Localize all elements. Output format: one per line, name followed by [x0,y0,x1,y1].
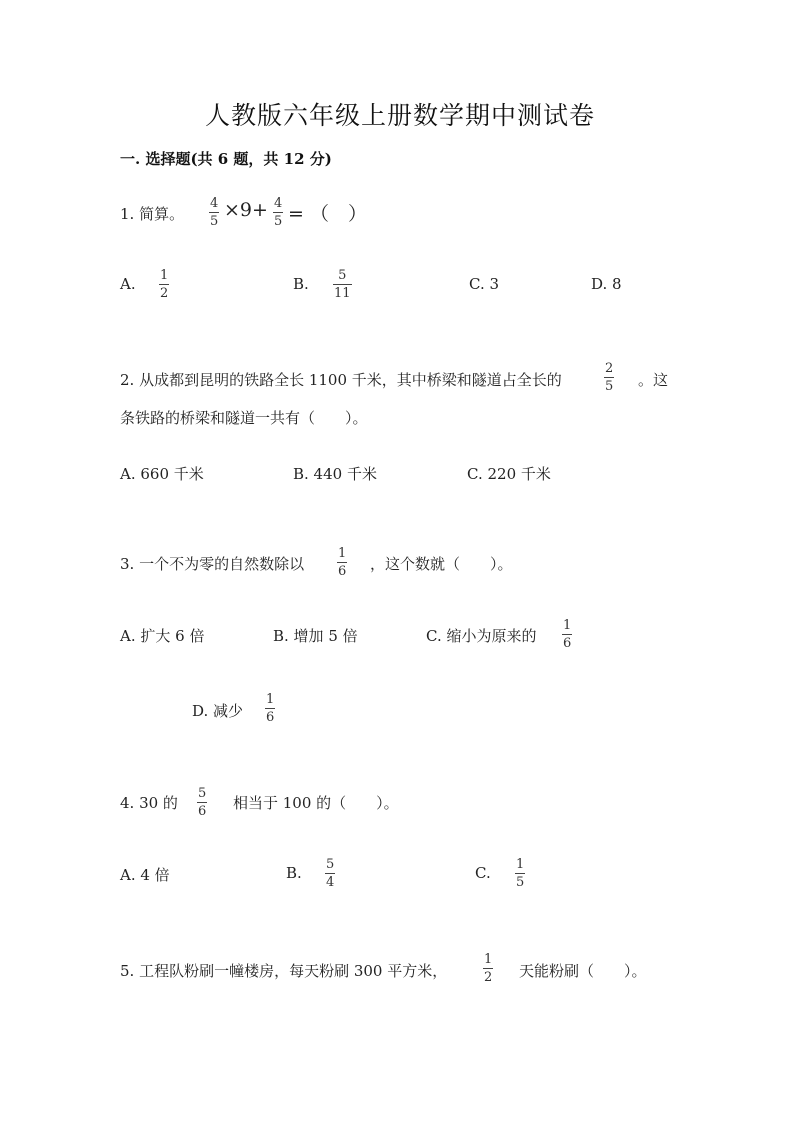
q4-option-b-label: B. [286,864,302,882]
fraction-denominator: 6 [563,636,572,651]
fraction-denominator: 11 [334,286,351,301]
q5-tail: 天能粉刷（ ）。 [519,962,647,980]
fraction-denominator: 5 [210,214,219,229]
q3-fraction [337,546,347,579]
q4-tail: 相当于 100 的（ ）。 [233,794,399,812]
q4-fraction [197,786,207,819]
q5-fraction [483,952,493,985]
q3-option-a: A. 扩大 6 倍 [120,627,205,645]
q1-fraction-b [273,196,283,229]
q4-option-c-label: C. [475,864,491,882]
fraction-numerator: 1 [338,546,347,561]
q3-option-b: B. 增加 5 倍 [273,627,358,645]
q1-option-c: C. 3 [469,275,500,293]
fraction-numerator: 4 [274,196,283,211]
q1-option-a-fraction [159,268,169,301]
fraction-denominator: 5 [605,379,614,394]
fraction-numerator: 5 [326,857,335,872]
q4-option-b-fraction [325,857,335,890]
fraction-numerator: 4 [210,196,219,211]
q1-option-a-label: A. [120,275,136,293]
fraction-numerator: 5 [338,268,347,283]
page-title: 人教版六年级上册数学期中测试卷 [204,101,595,130]
fraction-denominator: 5 [274,214,283,229]
q1-expression-tail: = （ ） [288,203,367,225]
q2-line-2: 条铁路的桥梁和隧道一共有（ ）。 [120,409,368,427]
fraction-numerator: 1 [563,618,572,633]
q1-expression-middle: ×9+ [224,199,268,221]
q3-tail: ，这个数就（ ）。 [370,555,513,573]
q2-option-c: C. 220 千米 [467,465,551,483]
q3-option-d-fraction [265,692,275,725]
fraction-denominator: 5 [516,875,525,890]
q2-option-a: A. 660 千米 [120,465,204,483]
q3-option-c-label: C. 缩小为原来的 [426,627,537,645]
q3-option-c-fraction [562,618,572,651]
q4-option-c-fraction [515,857,525,890]
q1-option-b-label: B. [293,275,309,293]
q3-option-d-label: D. 减少 [192,702,244,720]
fraction-denominator: 2 [160,286,169,301]
fraction-numerator: 2 [605,361,614,376]
q4-option-a: A. 4 倍 [120,866,170,884]
q2-line-1: 2. 从成都到昆明的铁路全长 1100 千米，其中桥梁和隧道占全长的 [120,371,562,389]
fraction-numerator: 1 [516,857,525,872]
q2-line-1-tail: 。这 [638,371,669,389]
q1-option-b-fraction [333,268,352,301]
fraction-denominator: 2 [484,970,493,985]
fraction-denominator: 6 [266,710,275,725]
q3-prefix: 3. 一个不为零的自然数除以 [120,555,305,573]
fraction-numerator: 1 [160,268,169,283]
q2-option-b: B. 440 千米 [293,465,377,483]
q4-prefix: 4. 30 的 [120,794,178,812]
fraction-denominator: 4 [326,875,335,890]
q1-fraction-a [209,196,219,229]
fraction-denominator: 6 [198,804,207,819]
q1-option-d: D. 8 [591,275,622,293]
q5-prefix: 5. 工程队粉刷一幢楼房，每天粉刷 300 平方米， [120,962,448,980]
fraction-numerator: 1 [266,692,275,707]
fraction-numerator: 1 [484,952,493,967]
q1-prefix: 1. 简算。 [120,205,185,223]
section-heading: 一. 选择题(共 6 题，共 12 分) [120,150,332,168]
fraction-numerator: 5 [198,786,207,801]
q2-fraction [604,361,614,394]
fraction-denominator: 6 [338,564,347,579]
